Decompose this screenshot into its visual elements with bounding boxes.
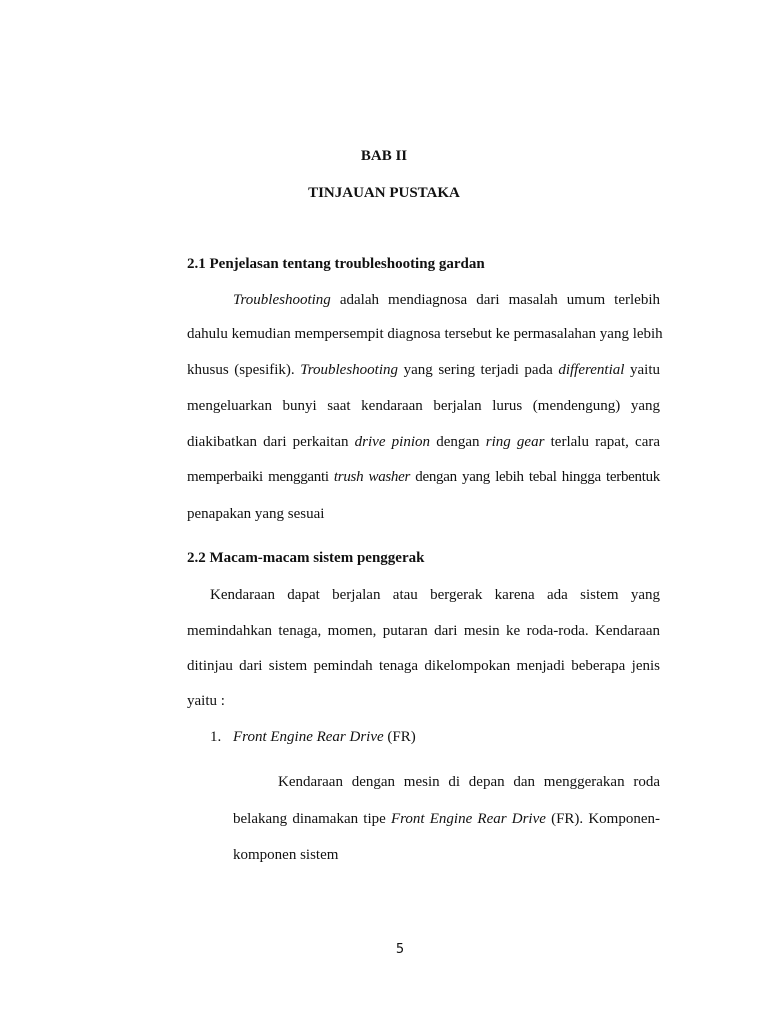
paragraph-line: Troubleshooting adalah mendiagnosa dari masalah umum terlebih [233, 292, 660, 308]
paragraph-line: Kendaraan dengan mesin di depan dan menggerakan roda [278, 774, 660, 790]
italic-term: ring gear [485, 434, 545, 450]
italic-term: differential [558, 362, 625, 378]
paragraph-line: diakibatkan dari perkaitan drive pinion dengan ring gear terlalu rapat, cara [187, 434, 661, 450]
italic-term: drive pinion [354, 434, 431, 450]
section-heading-2-2: 2.2 Macam-macam sistem penggerak [187, 550, 425, 566]
section-heading-2-1: 2.1 Penjelasan tentang troubleshooting gardan [187, 256, 485, 272]
paragraph-line: dahulu kemudian mempersempit diagnosa tersebut ke permasalahan yang lebih [187, 326, 663, 342]
italic-term: Troubleshooting [300, 362, 399, 378]
italic-term: Troubleshooting [233, 292, 331, 308]
paragraph-line: penapakan yang sesuai [187, 506, 325, 522]
italic-term: Front Engine Rear Drive [233, 729, 384, 745]
paragraph-line: yaitu : [187, 693, 225, 709]
italic-term: trush washer [333, 469, 411, 485]
page-number: 5 [395, 942, 405, 957]
paragraph-line: khusus (spesifik). Troubleshooting yang sering terjadi pada differential yaitu [187, 362, 660, 378]
paragraph-line: Kendaraan dapat berjalan atau bergerak karena ada sistem yang [210, 587, 660, 603]
paragraph-line: ditinjau dari sistem pemindah tenaga dikelompokan menjadi beberapa jenis [187, 658, 660, 674]
chapter-title: TINJAUAN PUSTAKA [308, 185, 460, 201]
paragraph-line: belakang dinamakan tipe Front Engine Rear Drive (FR). Komponen- [233, 811, 660, 827]
italic-term: Front Engine Rear Drive [390, 811, 546, 827]
paragraph-line: memindahkan tenaga, momen, putaran dari mesin ke roda-roda. Kendaraan [187, 623, 660, 639]
list-item: 1. Front Engine Rear Drive (FR) [210, 729, 416, 745]
paragraph-line: memperbaiki mengganti trush washer dengan yang lebih tebal hingga terbentuk [187, 469, 660, 485]
chapter-label: BAB II [360, 148, 408, 164]
list-number: 1. [210, 729, 222, 745]
paragraph-line: komponen sistem [233, 847, 339, 863]
paragraph-line: mengeluarkan bunyi saat kendaraan berjalan lurus (mendengung) yang [187, 398, 660, 414]
